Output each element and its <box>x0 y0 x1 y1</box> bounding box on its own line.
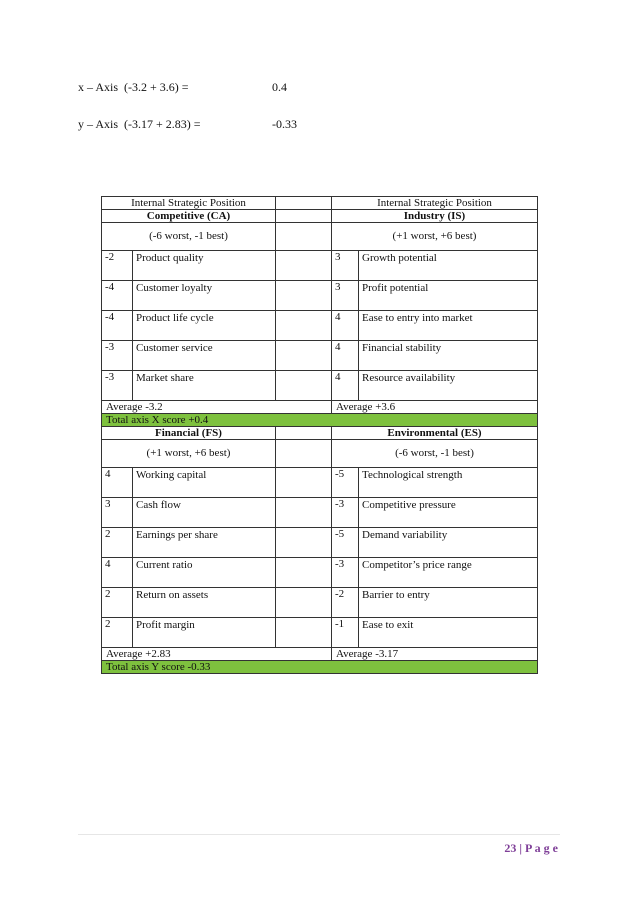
fs-factor: Current ratio <box>133 558 276 588</box>
es-factor: Demand variability <box>359 528 538 558</box>
is-factor: Financial stability <box>359 341 538 371</box>
ca-scale: (-6 worst, -1 best) <box>102 223 276 251</box>
spacer-cell <box>276 281 332 311</box>
table-row <box>102 618 538 648</box>
is-factor: Profit potential <box>359 281 538 311</box>
spacer-cell <box>276 427 332 440</box>
is-factor: Ease to entry into market <box>359 311 538 341</box>
is-average: Average +3.6 <box>332 401 538 414</box>
es-factor: Technological strength <box>359 468 538 498</box>
fs-score: 2 <box>102 618 133 648</box>
is-factor: Resource availability <box>359 371 538 401</box>
spacer-cell <box>276 197 332 210</box>
ca-factor: Market share <box>133 371 276 401</box>
fs-score: 3 <box>102 498 133 528</box>
ca-average: Average -3.2 <box>102 401 332 414</box>
scale-row <box>102 223 538 251</box>
table-row <box>102 498 538 528</box>
spacer-cell <box>276 341 332 371</box>
spacer-cell <box>276 528 332 558</box>
header-row <box>102 197 538 210</box>
ca-factor: Product quality <box>133 251 276 281</box>
average-row <box>102 648 538 661</box>
is-title: Industry (IS) <box>332 210 538 223</box>
section-title-row <box>102 210 538 223</box>
table-row <box>102 311 538 341</box>
es-factor: Competitive pressure <box>359 498 538 528</box>
es-score: -3 <box>332 558 359 588</box>
total-x-score: Total axis X score +0.4 <box>102 414 538 427</box>
ca-score: -3 <box>102 341 133 371</box>
fs-scale: (+1 worst, +6 best) <box>102 440 276 468</box>
fs-score: 2 <box>102 588 133 618</box>
total-x-row <box>102 414 538 427</box>
es-scale: (-6 worst, -1 best) <box>332 440 538 468</box>
spacer-cell <box>276 558 332 588</box>
is-score: 4 <box>332 311 359 341</box>
footer-divider <box>78 834 560 835</box>
table-row <box>102 251 538 281</box>
x-axis-formula: x – Axis (-3.2 + 3.6) = <box>78 80 189 94</box>
y-axis-formula: y – Axis (-3.17 + 2.83) = <box>78 117 201 131</box>
scale-row <box>102 440 538 468</box>
es-average: Average -3.17 <box>332 648 538 661</box>
es-score: -2 <box>332 588 359 618</box>
spacer-cell <box>276 210 332 223</box>
fs-factor: Cash flow <box>133 498 276 528</box>
es-score: -1 <box>332 618 359 648</box>
ca-score: -4 <box>102 281 133 311</box>
fs-factor: Earnings per share <box>133 528 276 558</box>
fs-score: 2 <box>102 528 133 558</box>
spacer-cell <box>276 251 332 281</box>
spacer-cell <box>276 371 332 401</box>
is-scale: (+1 worst, +6 best) <box>332 223 538 251</box>
es-factor: Ease to exit <box>359 618 538 648</box>
es-score: -5 <box>332 468 359 498</box>
page-number: 23 | P a g e <box>504 841 558 855</box>
fs-score: 4 <box>102 468 133 498</box>
section-title-row <box>102 427 538 440</box>
es-score: -3 <box>332 498 359 528</box>
ca-score: -3 <box>102 371 133 401</box>
table-row <box>102 281 538 311</box>
ca-factor: Customer loyalty <box>133 281 276 311</box>
table-row <box>102 528 538 558</box>
table-row <box>102 371 538 401</box>
y-axis-value: -0.33 <box>272 117 297 131</box>
spacer-cell <box>276 618 332 648</box>
fs-title: Financial (FS) <box>102 427 276 440</box>
table-row <box>102 468 538 498</box>
spacer-cell <box>276 468 332 498</box>
x-axis-value: 0.4 <box>272 80 287 94</box>
internal-position-header-left: Internal Strategic Position <box>102 197 276 210</box>
table-row <box>102 558 538 588</box>
ca-title: Competitive (CA) <box>102 210 276 223</box>
spacer-cell <box>276 498 332 528</box>
ca-factor: Product life cycle <box>133 311 276 341</box>
is-factor: Growth potential <box>359 251 538 281</box>
spacer-cell <box>276 223 332 251</box>
fs-factor: Profit margin <box>133 618 276 648</box>
es-factor: Barrier to entry <box>359 588 538 618</box>
es-factor: Competitor’s price range <box>359 558 538 588</box>
average-row <box>102 401 538 414</box>
fs-average: Average +2.83 <box>102 648 332 661</box>
fs-factor: Working capital <box>133 468 276 498</box>
spacer-cell <box>276 440 332 468</box>
total-y-row <box>102 661 538 674</box>
ca-score: -2 <box>102 251 133 281</box>
space-matrix-table <box>101 196 538 674</box>
table-row <box>102 588 538 618</box>
table-row <box>102 341 538 371</box>
fs-factor: Return on assets <box>133 588 276 618</box>
spacer-cell <box>276 311 332 341</box>
spacer-cell <box>276 588 332 618</box>
es-score: -5 <box>332 528 359 558</box>
is-score: 4 <box>332 371 359 401</box>
internal-position-header-right: Internal Strategic Position <box>332 197 538 210</box>
is-score: 3 <box>332 281 359 311</box>
ca-factor: Customer service <box>133 341 276 371</box>
es-title: Environmental (ES) <box>332 427 538 440</box>
is-score: 4 <box>332 341 359 371</box>
is-score: 3 <box>332 251 359 281</box>
fs-score: 4 <box>102 558 133 588</box>
ca-score: -4 <box>102 311 133 341</box>
total-y-score: Total axis Y score -0.33 <box>102 661 538 674</box>
